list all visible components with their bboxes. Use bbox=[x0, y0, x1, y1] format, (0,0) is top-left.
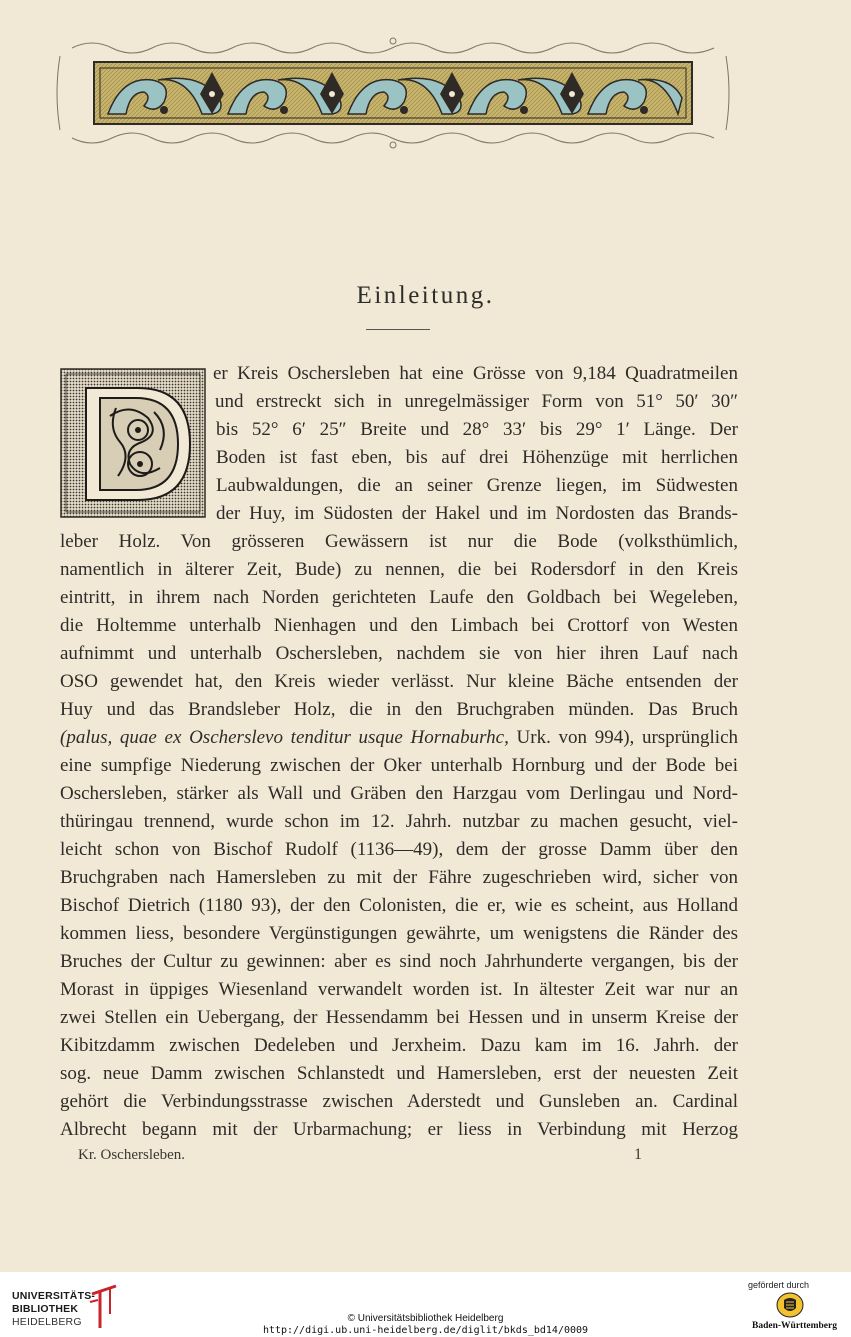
bw-emblem-icon bbox=[776, 1292, 804, 1318]
text-line-17: thüringau trennend, wurde schon im 12. Jahrh. nutzbar zu machen gesucht, viel- bbox=[60, 811, 738, 832]
text-line-1: er Kreis Oschersleben hat eine Grösse von 9,184 Quadratmeilen bbox=[213, 363, 738, 384]
text-line-11: aufnimmt und unterhalb Oschersleben, nachdem sie von hier ihren Lauf nach bbox=[60, 643, 738, 664]
page-number: 1 bbox=[634, 1146, 642, 1163]
text-line-20: Bischof Dietrich (1180 93), der den Colonisten, die er, wie es scheint, aus Holland bbox=[60, 895, 738, 916]
text-line-18: leicht schon von Bischof Rudolf (1136—49), dem der grosse Damm über den bbox=[60, 839, 738, 860]
text-line-6: der Huy, im Südosten der Hakel und im Nordosten das Brands- bbox=[216, 503, 738, 524]
text-line-22: Bruches der Cultur zu gewinnen: aber es sind noch Jahrhunderte vergangen, bis der bbox=[60, 951, 738, 972]
text-line-14: (palus, quae ex Oscherslevo tenditur usque Hornaburhc, Urk. von 994), ursprünglich bbox=[60, 727, 738, 748]
funded-by-label: gefördert durch bbox=[748, 1280, 810, 1290]
latin-quotation: (palus, quae ex Oscherslevo tenditur usque Hornaburhc, bbox=[60, 727, 509, 748]
copyright-notice: © Universitätsbibliothek Heidelberg bbox=[347, 1313, 504, 1324]
text-line-4: Boden ist fast eben, bis auf drei Höhenzüge mit herrlichen bbox=[216, 447, 738, 468]
text-line-15: eine sumpfige Niederung zwischen der Oker unterhalb Hornburg und der Bode bei bbox=[60, 755, 738, 776]
permalink-link[interactable]: http://digi.ub.uni-heidelberg.de/diglit/bkds_bd14/0009 bbox=[262, 1325, 589, 1336]
text-line-9: eintritt, in ihrem nach Norden gerichteten Laufe den Goldbach bei Wegeleben, bbox=[60, 587, 738, 608]
text-line-12: OSO gewendet hat, den Kreis wieder verlässt. Nur kleine Bäche entsenden der bbox=[60, 671, 738, 692]
text-line-7: leber Holz. Von grösseren Gewässern ist nur die Bode (volksthümlich, bbox=[60, 531, 738, 552]
text-line-10: die Holtemme unterhalb Nienhagen und den Limbach bei Crottorf von Westen bbox=[60, 615, 738, 636]
text-line-8: namentlich in älterer Zeit, Bude) zu nennen, die bei Rodersdorf in den Kreis bbox=[60, 559, 738, 580]
text-line-2: und erstreckt sich in unregelmässiger Form von 51° 50′ 30″ bbox=[215, 391, 738, 412]
text-line-24: zwei Stellen ein Uebergang, der Hessendamm bei Hessen und in unserm Kreise der bbox=[60, 1007, 738, 1028]
text-line-21: kommen liess, besondere Vergünstigungen gewährte, um wenigstens die Ränder des bbox=[60, 923, 738, 944]
ornamental-border-icon bbox=[52, 36, 734, 150]
ub-name-line1: UNIVERSITÄTS- bbox=[12, 1290, 96, 1302]
text-line-27: gehört die Verbindungsstrasse zwischen Aderstedt und Gunsleben an. Cardinal bbox=[60, 1091, 738, 1112]
text-line-23: Morast in üppiges Wiesenland verwandelt worden ist. In ältester Zeit war nur an bbox=[60, 979, 738, 1000]
text-line-13: Huy und das Brandsleber Holz, die in den Bruchgraben münden. Das Bruch bbox=[60, 699, 738, 720]
text-line-25: Kibitzdamm zwischen Dedeleben und Jerxheim. Dazu kam im 16. Jahrh. der bbox=[60, 1035, 738, 1056]
text-line-3: bis 52° 6′ 25″ Breite und 28° 33′ bis 29° 1′ Länge. Der bbox=[216, 419, 738, 440]
footer-signature: Kr. Oschersleben. bbox=[78, 1147, 186, 1163]
ub-name-line2: BIBLIOTHEK bbox=[12, 1303, 79, 1315]
text-line-26: sog. neue Damm zwischen Schlanstedt und Hamersleben, erst der neuesten Zeit bbox=[60, 1063, 738, 1084]
ub-name-line3: HEIDELBERG bbox=[12, 1316, 82, 1328]
title-divider bbox=[366, 329, 430, 330]
funder-name: Baden-Württemberg bbox=[752, 1321, 837, 1331]
text-line-5: Laubwaldungen, die an seiner Grenze liegen, im Südwesten bbox=[216, 475, 738, 496]
text-line-16: Oschersleben, stärker als Wall und Gräben den Harzgau vom Derlingau und Nord- bbox=[60, 783, 738, 804]
dropcap-d-icon bbox=[60, 368, 206, 518]
text-line-19: Bruchgraben nach Hamersleben zu mit der Fähre zugeschrieben wird, sicher von bbox=[60, 867, 738, 888]
chapter-title: Einleitung. bbox=[356, 282, 495, 309]
text-line-28: Albrecht begann mit der Urbarmachung; er liess in Verbindung mit Herzog bbox=[60, 1119, 738, 1140]
